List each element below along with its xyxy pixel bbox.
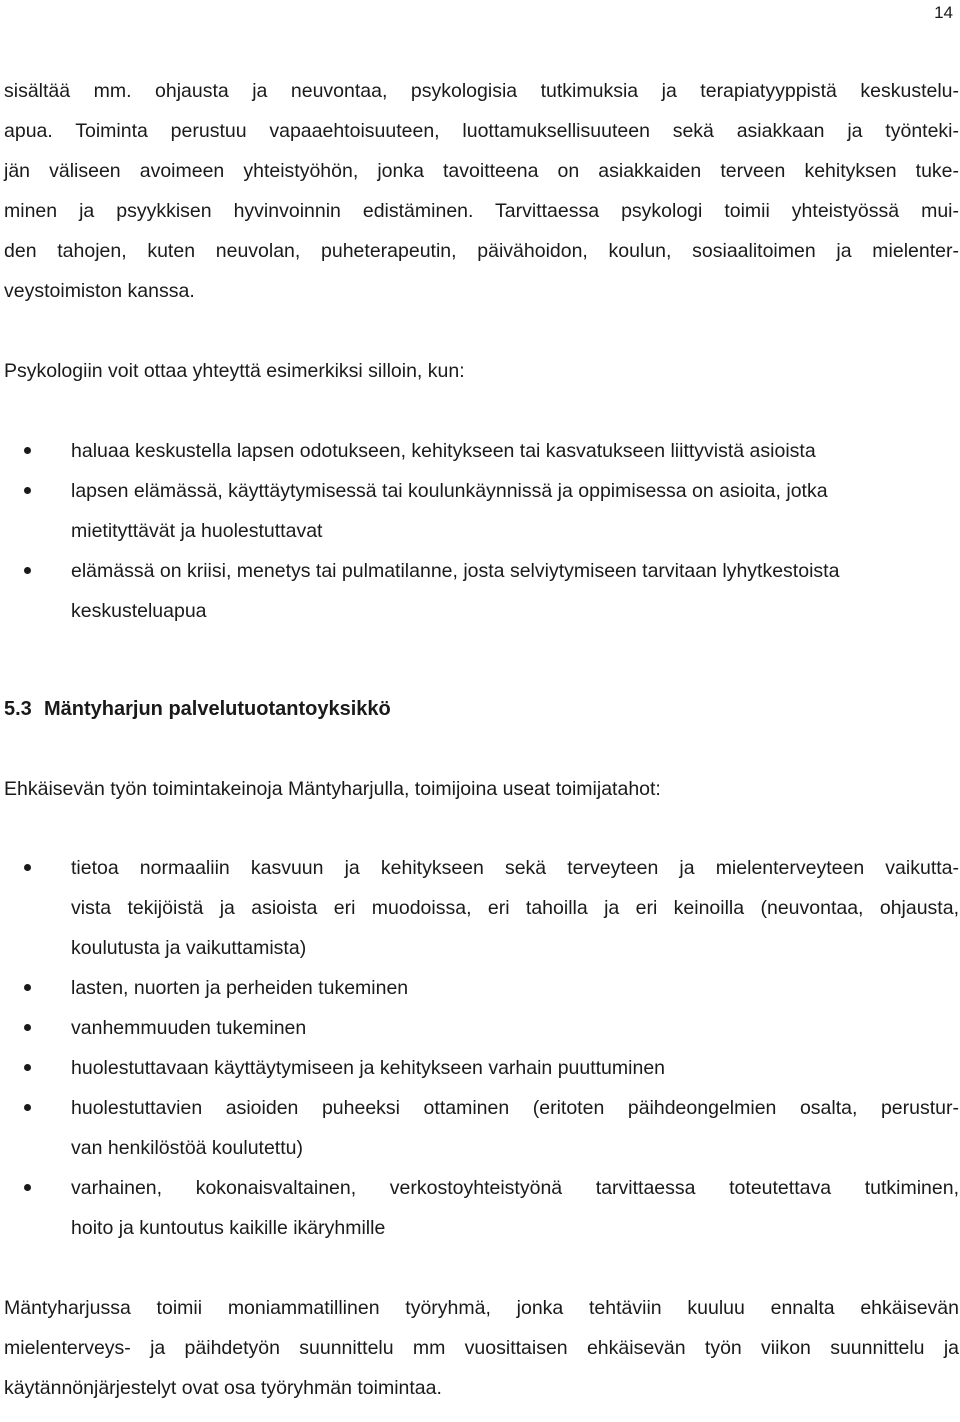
list-item-line: elämässä on kriisi, menetys tai pulmatilanne, josta selviytymiseen tarvitaan lyhytkestoista — [71, 560, 840, 582]
bullet-icon — [24, 1104, 31, 1111]
paragraph-line: jän väliseen avoimeen yhteistyöhön, jonka tavoitteena on asiakkaiden terveen kehityksen tuke- — [4, 160, 959, 182]
list-item — [4, 968, 959, 1008]
document-body — [4, 71, 959, 1408]
list-intro: Psykologiin voit ottaa yhteyttä esimerkiksi silloin, kun: — [4, 360, 465, 382]
list-item-line: vanhemmuuden tukeminen — [71, 1017, 307, 1039]
list-item-line: huolestuttavaan käyttäytymiseen ja kehitykseen varhain puuttuminen — [71, 1057, 666, 1079]
list-item — [4, 1088, 959, 1168]
list-item-line: varhainen, kokonaisvaltainen, verkostoyhteistyönä tarvittaessa toteutettava tutkiminen, — [71, 1177, 959, 1199]
paragraph-line: minen ja psyykkisen hyvinvoinnin edistäminen. Tarvittaessa psykologi toimii yhteistyössä mui- — [4, 200, 959, 222]
list-item-line: huolestuttavien asioiden puheeksi ottaminen (eritoten päihdeongelmien osalta, perustur- — [71, 1097, 959, 1119]
paragraph-psychologist-services — [4, 71, 959, 311]
section-title: Mäntyharjun palvelutuotantoyksikkö — [44, 698, 391, 720]
bullet-icon — [24, 447, 31, 454]
paragraph-line: sisältää mm. ohjausta ja neuvontaa, psykologisia tutkimuksia ja terapiatyyppistä keskustelu- — [4, 80, 959, 102]
list-item — [4, 848, 959, 968]
list-item-line: hoito ja kuntoutus kaikille ikäryhmille — [71, 1217, 386, 1239]
paragraph-line: Mäntyharjussa toimii moniammatillinen työryhmä, jonka tehtäviin kuuluu ennalta ehkäisevän — [4, 1297, 959, 1319]
contact-reasons-list — [4, 431, 959, 631]
list-item-line: vista tekijöistä ja asioista eri muodoissa, eri tahoilla ja eri keinoilla (neuvontaa, ohjausta, — [71, 897, 959, 919]
bullet-icon — [24, 1064, 31, 1071]
list-item-line: lasten, nuorten ja perheiden tukeminen — [71, 977, 409, 999]
paragraph-working-group — [4, 1288, 959, 1408]
list-item — [4, 1008, 959, 1048]
bullet-icon — [24, 1024, 31, 1031]
bullet-icon — [24, 487, 31, 494]
section-number: 5.3 — [4, 698, 32, 720]
list-item-line: lapsen elämässä, käyttäytymisessä tai koulunkäynnissä ja oppimisessa on asioita, jotka — [71, 480, 828, 502]
list-item-line: koulutusta ja vaikuttamista) — [71, 937, 307, 959]
page-number: 14 — [934, 3, 953, 22]
list-item-line: haluaa keskustella lapsen odotukseen, kehitykseen tai kasvatukseen liittyvistä asioista — [71, 440, 816, 462]
paragraph-line: den tahojen, kuten neuvolan, puheterapeutin, päivähoidon, koulun, sosiaalitoimen ja mielenter- — [4, 240, 959, 262]
bullet-icon — [24, 567, 31, 574]
paragraph-line: apua. Toiminta perustuu vapaaehtoisuuteen, luottamuksellisuuteen sekä asiakkaan ja työnteki- — [4, 120, 959, 142]
list-item — [4, 1048, 959, 1088]
list-item — [4, 551, 959, 631]
bullet-icon — [24, 1184, 31, 1191]
bullet-icon — [24, 984, 31, 991]
list-intro: Ehkäisevän työn toimintakeinoja Mäntyharjulla, toimijoina useat toimijatahot: — [4, 778, 661, 800]
list-item — [4, 431, 959, 471]
paragraph-line: mielenterveys- ja päihdetyön suunnittelu mm vuosittaisen ehkäisevän työn viikon suunnittelu ja — [4, 1337, 959, 1359]
bullet-icon — [24, 864, 31, 871]
list-item — [4, 1168, 959, 1248]
list-item-line: van henkilöstöä koulutettu) — [71, 1137, 303, 1159]
list-item-line: mietityttävät ja huolestuttavat — [71, 520, 323, 542]
paragraph-line: käytännönjärjestelyt ovat osa työryhmän toimintaa. — [4, 1377, 442, 1399]
list-item-line: keskusteluapua — [71, 600, 207, 622]
paragraph-line: veystoimiston kanssa. — [4, 280, 195, 302]
prevention-methods-list — [4, 848, 959, 1248]
list-item — [4, 471, 959, 551]
section-heading — [4, 689, 959, 729]
list-item-line: tietoa normaaliin kasvuun ja kehitykseen sekä terveyteen ja mielenterveyteen vaikutta- — [71, 857, 959, 879]
